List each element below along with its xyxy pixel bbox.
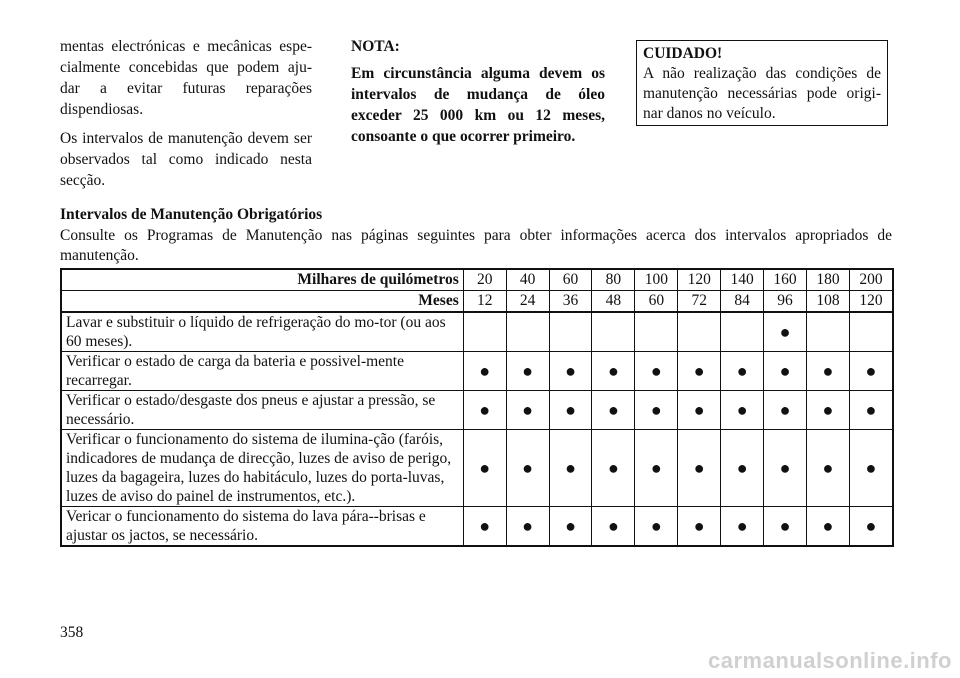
interval-mark: ● — [822, 515, 834, 536]
months-value: 48 — [592, 291, 635, 313]
table-row — [61, 430, 893, 507]
interval-cell — [549, 352, 592, 391]
interval-cell — [849, 507, 893, 547]
interval-mark: ● — [693, 360, 705, 381]
interval-cell — [592, 507, 635, 547]
interval-mark: ● — [565, 399, 576, 420]
interval-mark: ● — [693, 457, 705, 478]
interval-mark: ● — [865, 457, 877, 478]
interval-mark: ● — [822, 399, 834, 420]
interval-cell — [678, 391, 721, 430]
interval-mark: ● — [822, 360, 834, 381]
task-description: Vericar o funcionamento do sistema do lava pára--brisas e ajustar os jactos, se necessário. — [61, 507, 463, 547]
note-title: NOTA: — [351, 38, 400, 55]
interval-cell — [592, 352, 635, 391]
interval-cell — [549, 312, 592, 352]
interval-cell — [635, 507, 678, 547]
interval-mark: ● — [779, 360, 791, 381]
interval-cell — [463, 430, 506, 507]
interval-mark: ● — [479, 457, 491, 478]
km-header-row — [61, 269, 893, 291]
interval-mark: ● — [822, 457, 834, 478]
interval-cell — [506, 391, 549, 430]
interval-mark: ● — [865, 360, 877, 381]
km-value: 180 — [806, 269, 849, 291]
interval-cell — [678, 507, 721, 547]
km-value: 20 — [463, 269, 506, 291]
interval-cell — [721, 430, 764, 507]
km-label: Milhares de quilómetros — [61, 269, 463, 291]
interval-mark: ● — [779, 457, 791, 478]
months-value: 84 — [721, 291, 764, 313]
interval-mark: ● — [693, 515, 705, 536]
section-title: Intervalos de Manutenção Obrigatórios — [60, 206, 323, 223]
interval-cell — [592, 391, 635, 430]
maintenance-table — [60, 268, 894, 547]
months-value: 24 — [506, 291, 549, 313]
interval-mark: ● — [865, 399, 877, 420]
interval-mark: ● — [779, 399, 791, 420]
interval-mark: ● — [650, 457, 662, 478]
interval-mark: ● — [522, 515, 534, 536]
interval-cell — [635, 312, 678, 352]
interval-mark: ● — [607, 457, 619, 478]
watermark: carmanualsonline.info — [708, 648, 952, 673]
interval-cell — [806, 430, 849, 507]
interval-cell — [806, 312, 849, 352]
interval-mark: ● — [736, 457, 748, 478]
interval-mark: ● — [779, 321, 791, 342]
interval-cell — [635, 430, 678, 507]
interval-mark: ● — [779, 515, 791, 536]
interval-cell — [549, 391, 592, 430]
km-value: 100 — [635, 269, 678, 291]
caution-text: A não realização das condições de manutenção necessárias pode origi-nar danos no veículo. — [643, 65, 881, 122]
interval-cell — [463, 352, 506, 391]
interval-cell — [764, 352, 807, 391]
note-column — [351, 36, 605, 155]
months-value: 120 — [849, 291, 893, 313]
interval-mark: ● — [522, 457, 534, 478]
note-text: Em circunstância alguma devem os intervalos de mudança de óleo exceder 25 000 km ou 12 meses, consoante o que ocorrer primeiro. — [351, 65, 605, 145]
months-value: 60 — [635, 291, 678, 313]
intervals-paragraph: Os intervalos de manutenção devem ser observados tal como indicado nesta secção. — [60, 130, 312, 189]
km-value: 140 — [721, 269, 764, 291]
interval-mark: ● — [736, 515, 748, 536]
interval-cell — [678, 312, 721, 352]
table-row — [61, 352, 893, 391]
interval-mark: ● — [693, 399, 705, 420]
interval-cell — [463, 391, 506, 430]
months-value: 12 — [463, 291, 506, 313]
interval-mark: ● — [736, 399, 748, 420]
interval-cell — [592, 312, 635, 352]
interval-cell — [549, 430, 592, 507]
interval-cell — [849, 312, 893, 352]
caution-title: CUIDADO! — [643, 45, 723, 62]
interval-mark: ● — [565, 515, 576, 536]
interval-mark: ● — [479, 399, 491, 420]
interval-cell — [463, 312, 506, 352]
interval-cell — [721, 352, 764, 391]
km-value: 120 — [678, 269, 721, 291]
table-row — [61, 507, 893, 547]
intro-paragraph: mentas electrónicas e mecânicas espe-cialmente concebidas que podem aju-dar a evitar futuras reparações dispendiosas. — [60, 38, 312, 118]
interval-cell — [635, 352, 678, 391]
interval-mark: ● — [607, 515, 619, 536]
months-value: 96 — [764, 291, 807, 313]
km-value: 200 — [849, 269, 893, 291]
table-row — [61, 391, 893, 430]
task-description: Verificar o estado de carga da bateria e possivel-mente recarregar. — [61, 352, 463, 391]
months-value: 36 — [549, 291, 592, 313]
interval-mark: ● — [607, 360, 619, 381]
interval-cell — [721, 312, 764, 352]
interval-cell — [849, 352, 893, 391]
interval-cell — [678, 430, 721, 507]
interval-mark: ● — [479, 515, 491, 536]
months-header-row — [61, 291, 893, 313]
months-label: Meses — [61, 291, 463, 313]
interval-cell — [764, 312, 807, 352]
page-number: 358 — [60, 624, 84, 641]
interval-cell — [506, 430, 549, 507]
interval-cell — [592, 430, 635, 507]
km-value: 80 — [592, 269, 635, 291]
interval-cell — [849, 430, 893, 507]
months-value: 108 — [806, 291, 849, 313]
interval-cell — [764, 430, 807, 507]
interval-cell — [721, 507, 764, 547]
interval-mark: ● — [650, 399, 662, 420]
task-description: Lavar e substituir o líquido de refrigeração do mo-tor (ou aos 60 meses). — [61, 312, 463, 352]
maintenance-table-container — [60, 268, 894, 547]
interval-cell — [506, 352, 549, 391]
interval-cell — [506, 312, 549, 352]
interval-mark: ● — [736, 360, 748, 381]
task-description: Verificar o funcionamento do sistema de ilumina-ção (faróis, indicadores de mudança de direcção, luzes de aviso de perigo, luzes da bagageira, luzes do habitáculo, luzes do porta-luvas, luzes de aviso do painel de instrumentos, etc.). — [61, 430, 463, 507]
interval-mark: ● — [607, 399, 619, 420]
months-value: 72 — [678, 291, 721, 313]
interval-mark: ● — [650, 360, 662, 381]
interval-cell — [678, 352, 721, 391]
caution-box — [636, 40, 888, 126]
interval-mark: ● — [650, 515, 662, 536]
section-description: Consulte os Programas de Manutenção nas páginas seguintes para obter informações acerca dos intervalos apropriados de manutenção. — [60, 227, 892, 264]
interval-mark: ● — [479, 360, 491, 381]
interval-cell — [506, 507, 549, 547]
interval-cell — [806, 507, 849, 547]
interval-mark: ● — [565, 457, 576, 478]
interval-cell — [806, 391, 849, 430]
interval-cell — [764, 507, 807, 547]
km-value: 60 — [549, 269, 592, 291]
task-description: Verificar o estado/desgaste dos pneus e ajustar a pressão, se necessário. — [61, 391, 463, 430]
interval-mark: ● — [565, 360, 576, 381]
interval-cell — [806, 352, 849, 391]
interval-mark: ● — [522, 399, 534, 420]
interval-cell — [764, 391, 807, 430]
table-row — [61, 312, 893, 352]
interval-cell — [721, 391, 764, 430]
interval-mark: ● — [522, 360, 534, 381]
interval-mark: ● — [865, 515, 877, 536]
left-column — [60, 36, 312, 199]
interval-cell — [549, 507, 592, 547]
interval-cell — [849, 391, 893, 430]
km-value: 40 — [506, 269, 549, 291]
interval-cell — [463, 507, 506, 547]
interval-cell — [635, 391, 678, 430]
km-value: 160 — [764, 269, 807, 291]
